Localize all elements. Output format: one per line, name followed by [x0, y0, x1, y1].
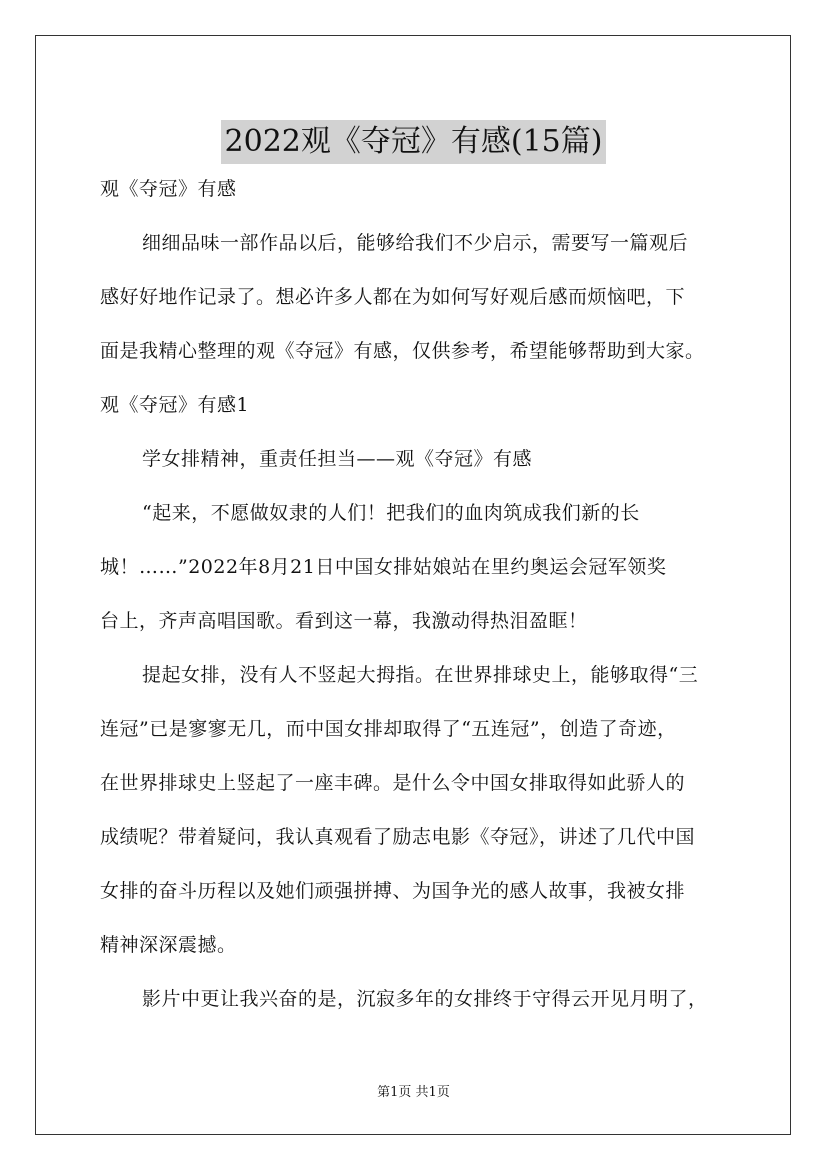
body-line: 感好好地作记录了。想必许多人都在为如何写好观后感而烦恼吧，下: [100, 286, 686, 308]
body-line: 精神深深震撼。: [100, 934, 237, 956]
section-heading: 观《夺冠》有感: [100, 178, 237, 200]
body-line: 影片中更让我兴奋的是，沉寂多年的女排终于守得云开见月明了，: [142, 988, 708, 1010]
body-line: 连冠”已是寥寥无几，而中国女排却取得了“五连冠”，创造了奇迹，: [100, 718, 677, 740]
body-line: 在世界排球史上竖起了一座丰碑。是什么令中国女排取得如此骄人的: [100, 772, 686, 794]
page-number: 第1页 共1页: [377, 1085, 450, 1100]
body-line: 女排的奋斗历程以及她们顽强拼搏、为国争光的感人故事，我被女排: [100, 880, 686, 902]
body-line: “起来，不愿做奴隶的人们！把我们的血肉筑成我们新的长: [142, 502, 640, 524]
document-body: [100, 177, 760, 1041]
body-line: 面是我精心整理的观《夺冠》有感，仅供参考，希望能够帮助到大家。: [100, 340, 705, 362]
page-footer: [0, 1085, 827, 1101]
body-line: 细细品味一部作品以后，能够给我们不少启示，需要写一篇观后: [142, 232, 689, 254]
body-line: 台上，齐声高唱国歌。看到这一幕，我激动得热泪盈眶！: [100, 610, 588, 632]
body-line: 城！……”2022年8月21日中国女排姑娘站在里约奥运会冠军领奖: [100, 556, 667, 578]
document-title: 2022观《夺冠》有感(15篇): [221, 120, 607, 164]
essay-heading: 观《夺冠》有感1: [100, 394, 250, 416]
body-line: 提起女排，没有人不竖起大拇指。在世界排球史上，能够取得“三: [142, 664, 699, 686]
essay-subtitle: 学女排精神，重责任担当——观《夺冠》有感: [142, 448, 533, 470]
title-area: [0, 100, 827, 184]
body-line: 成绩呢？带着疑问，我认真观看了励志电影《夺冠》，讲述了几代中国: [100, 826, 696, 848]
